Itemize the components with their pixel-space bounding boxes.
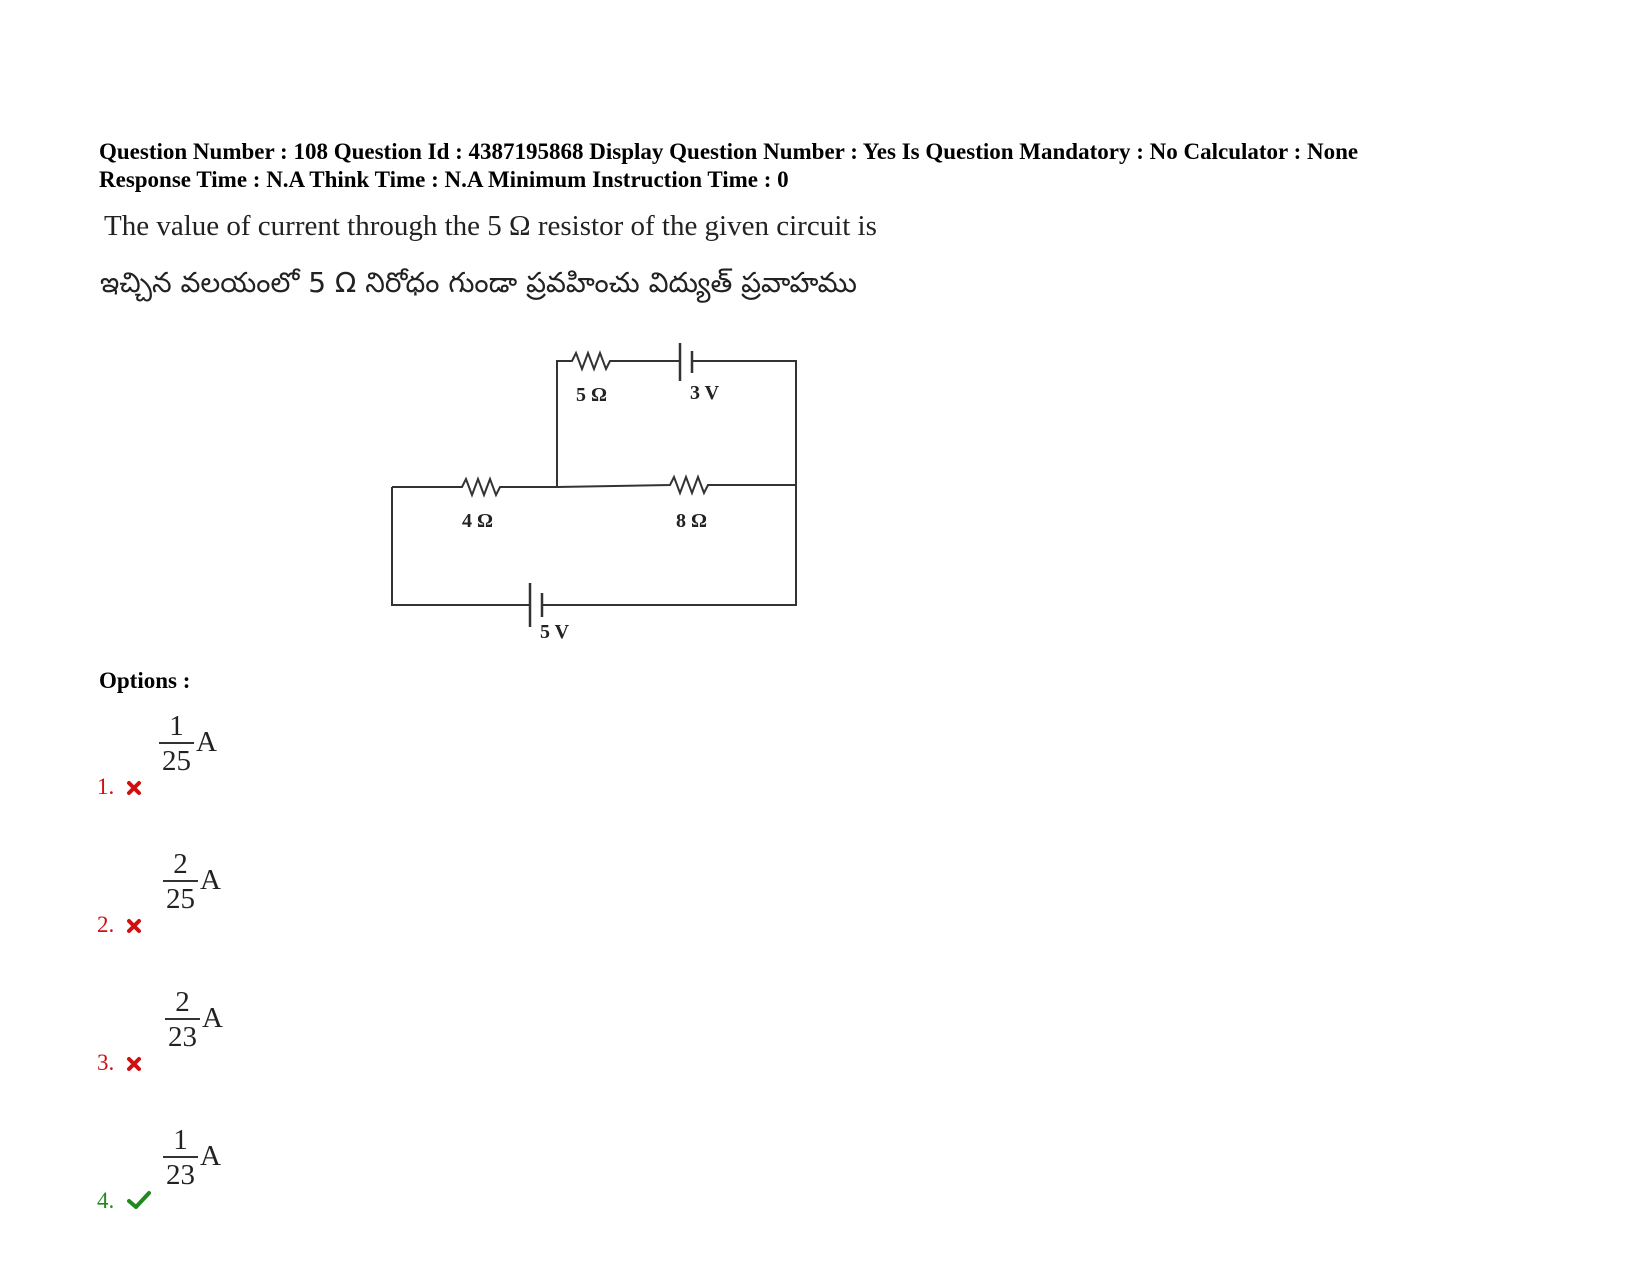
- option-number: 4.: [97, 1188, 115, 1213]
- cross-icon: [126, 1056, 142, 1072]
- numerator: 1: [173, 1124, 188, 1156]
- option-4[interactable]: [97, 1124, 357, 1214]
- cross-icon: [126, 918, 142, 934]
- label-4-ohm: 4 Ω: [462, 510, 494, 532]
- question-text-telugu: ఇచ్చిన వలయంలో 5 Ω నిరోధం గుండా ప్రవహించు విద్యుత్ ప్రవాహము: [100, 266, 857, 299]
- cross-icon: [126, 780, 142, 796]
- option-value: [163, 1124, 221, 1192]
- option-2[interactable]: [97, 848, 357, 938]
- option-value: [163, 848, 221, 916]
- label-5-volt: 5 V: [540, 621, 570, 643]
- question-meta-line-1: Question Number : 108 Question Id : 4387195868 Display Question Number : Yes Is Question Mandatory : No Calculator : None: [99, 139, 1359, 164]
- option-1[interactable]: [97, 710, 357, 800]
- option-value: [165, 986, 223, 1054]
- numerator: 1: [169, 710, 184, 742]
- checkmark-icon: [126, 1190, 152, 1210]
- option-value: [159, 710, 217, 778]
- denominator: 25: [166, 883, 195, 915]
- numerator: 2: [175, 986, 190, 1018]
- option-number: 1.: [97, 774, 115, 799]
- left-wire: [392, 487, 530, 605]
- denominator: 25: [162, 745, 191, 777]
- label-5-ohm: 5 Ω: [576, 384, 608, 406]
- option-number: 2.: [97, 912, 115, 937]
- numerator: 2: [173, 848, 188, 880]
- option-number: 3.: [97, 1050, 115, 1075]
- right-middle-wire: [557, 477, 796, 493]
- top-branch-wire: [557, 353, 680, 487]
- unit: A: [196, 725, 217, 758]
- label-3-volt: 3 V: [690, 382, 720, 404]
- circuit-diagram: [380, 325, 810, 655]
- option-3[interactable]: [97, 986, 357, 1076]
- unit: A: [200, 863, 221, 896]
- question-meta-line-2: Response Time : N.A Think Time : N.A Minimum Instruction Time : 0: [99, 167, 789, 192]
- bottom-right-wire: [542, 485, 796, 605]
- denominator: 23: [168, 1021, 197, 1053]
- left-middle-wire: [392, 479, 557, 495]
- top-right-wire: [692, 361, 796, 485]
- options-heading: Options :: [99, 668, 191, 693]
- unit: A: [200, 1139, 221, 1172]
- label-8-ohm: 8 Ω: [676, 510, 708, 532]
- denominator: 23: [166, 1159, 195, 1191]
- unit: A: [202, 1001, 223, 1034]
- question-text-english: The value of current through the 5 Ω resistor of the given circuit is: [104, 210, 877, 242]
